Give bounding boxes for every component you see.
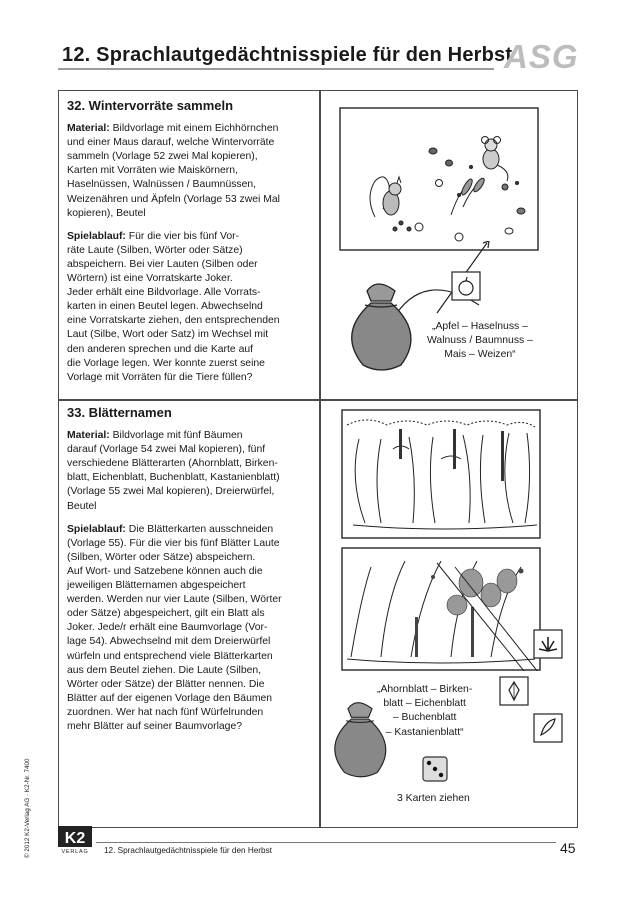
page-title: 12. Sprachlautgedächtnisspiele für den Herbst: [62, 44, 513, 66]
squirrel-mouse-template-image: [339, 107, 539, 251]
section-divider: [59, 399, 577, 401]
spielablauf-line: (Silben, Wörter oder Sätze) abspeichern.: [67, 551, 256, 563]
spielablauf-line: Joker. Jede/r erhält eine Baumvorlage (Vor-: [67, 622, 268, 634]
spielablauf-line: Vorlage mit Vorräten für die Tiere füllen?: [67, 371, 253, 383]
section-33-quote: [377, 683, 472, 740]
page-header: [58, 36, 578, 76]
quote-line: – Kastanienblatt“: [385, 726, 464, 738]
quote-line: blatt – Eichenblatt: [383, 698, 466, 710]
spielablauf-line: Wörter oder Sätze) der Blätter nennen. Die: [67, 678, 265, 690]
quote-line: „Ahornblatt – Birken-: [377, 684, 473, 695]
spielablauf-line: Laut (Silbe, Wort oder Satz) im Wechsel mit: [67, 329, 269, 341]
material-label: Material:: [67, 123, 110, 135]
bag-icon: [345, 277, 417, 373]
activity-sheet: [58, 90, 578, 828]
spielablauf-line: jeweiligen Blätternamen abgespeichert: [67, 580, 246, 592]
section-32-text: [67, 99, 315, 394]
material-line: Bildvorlage mit fünf Bäumen: [112, 430, 243, 442]
chestnut-leaf-card: [533, 629, 563, 659]
section-33-title: 33. Blätternamen: [67, 405, 172, 420]
material-line: Weizenähren und Äpfeln (Vorlage 53 zwei Mal: [67, 193, 280, 205]
column-divider: [319, 91, 321, 827]
material-line: blatt, Eichenblatt, Buchenblatt, Kastanienblatt): [67, 472, 280, 484]
section-32-title: 32. Wintervorräte sammeln: [67, 98, 234, 113]
spielablauf-line: Wörtern) ist eine Vorratskarte Joker.: [67, 273, 233, 285]
spielablauf-line: Blätter auf der eigenen Vorlage den Bäumen: [67, 692, 273, 704]
section-32-quote: [427, 320, 533, 363]
material-line: Haselnüssen, Walnüssen / Baumnüssen,: [67, 179, 257, 191]
logo-bottom-text: VERLAG: [61, 849, 89, 854]
material-line: und einer Maus darauf, welche Wintervorräte: [67, 137, 275, 149]
material-line: verschiedene Blätterarten (Ahornblatt, Birken-: [67, 458, 278, 470]
quote-line: – Buchenblatt: [392, 712, 457, 724]
material-line: kopieren), Beutel: [67, 207, 146, 219]
spielablauf-line: den anderen sprechen und die Karte auf: [67, 343, 254, 355]
filled-trees-template-image: [341, 547, 541, 671]
oak-leaf-card: [533, 713, 563, 743]
material-line: sammeln (Vorlage 52 zwei Mal kopieren),: [67, 151, 258, 163]
spielablauf-line: aus dem Beutel ziehen. Die Laute (Silben,: [67, 664, 262, 676]
spielablauf-line: lage 54). Abwechselnd mit dem Dreierwürfel: [67, 636, 271, 648]
spielablauf-line: abspeichern. Bei vier Lauten (Silben oder: [67, 258, 258, 270]
spielablauf-line: eine Vorratskarte ziehen, den entsprechenden: [67, 315, 280, 327]
spielablauf-line: karten in einen Beutel legen. Abwechselnd: [67, 301, 263, 313]
material-line: Karten mit Vorräten wie Maiskörnern,: [67, 165, 238, 177]
quote-line: „Apfel – Haselnuss –: [432, 321, 528, 332]
quote-line: Walnuss / Baumnuss –: [427, 335, 533, 347]
section-33-material: [67, 429, 315, 514]
apple-card: [451, 271, 481, 301]
section-32-material: [67, 122, 315, 221]
spielablauf-line: (Vorlage 55). Für die vier bis fünf Blätter Laute: [67, 537, 280, 549]
section-33-spielablauf: [67, 523, 315, 734]
material-line: (Vorlage 55 zwei Mal kopieren), Dreierwürfel,: [67, 486, 275, 498]
footer-rule: [96, 842, 556, 843]
spielablauf-line: Auf Wort- und Satzebene können auch die: [67, 565, 263, 577]
spielablauf-label: Spielablauf:: [67, 523, 126, 535]
k2-verlag-logo: [58, 826, 92, 854]
section-33-text: [67, 406, 315, 743]
footer-chapter: 12. Sprachlautgedächtnisspiele für den Herbst: [104, 846, 272, 855]
spielablauf-label: Spielablauf:: [67, 230, 126, 242]
cards-caption: 3 Karten ziehen: [397, 793, 470, 804]
spielablauf-line: Jeder erhält eine Bildvorlage. Alle Vorrats-: [67, 287, 261, 299]
quote-line: Mais – Weizen“: [444, 349, 516, 361]
spielablauf-line: werden. Werden nur vier Laute (Silben, Wörter: [67, 594, 282, 606]
spielablauf-line: zuordnen. Wer hat nach fünf Würfelrunden: [67, 706, 264, 718]
spielablauf-line: Die Blätterkarten ausschneiden: [128, 523, 274, 535]
bag-icon: [329, 695, 391, 781]
spielablauf-line: oder Sätze) abgespeichert, gilt ein Blatt als: [67, 608, 265, 620]
page-number: 45: [560, 840, 576, 856]
section-32-spielablauf: [67, 230, 315, 385]
copyright-notice: © 2012 K2-Verlag AG · K2-Nr. 7400: [24, 758, 31, 858]
spielablauf-line: räte Laute (Silben, Wörter oder Sätze): [67, 244, 243, 256]
maple-leaf-card: [499, 676, 529, 706]
spielablauf-line: mehr Blätter auf seiner Baumvorlage?: [67, 720, 242, 732]
material-line: Beutel: [67, 500, 97, 512]
asg-logo: ASG: [504, 38, 579, 75]
spielablauf-line: Für die vier bis fünf Vor-: [128, 230, 240, 242]
material-line: Bildvorlage mit einem Eichhörnchen: [112, 123, 279, 135]
material-line: darauf (Vorlage 54 zwei Mal kopieren), fünf: [67, 444, 266, 456]
spielablauf-line: die Vorlage legen. Wer konnte zuerst seine: [67, 357, 265, 369]
trees-template-image: [341, 409, 541, 539]
logo-top-text: K2: [64, 830, 86, 847]
header-rule: [58, 68, 494, 70]
spielablauf-line: würfeln und entsprechend viele Blätterkarten: [67, 650, 273, 662]
material-label: Material:: [67, 430, 110, 442]
dice-icon: [421, 755, 449, 783]
